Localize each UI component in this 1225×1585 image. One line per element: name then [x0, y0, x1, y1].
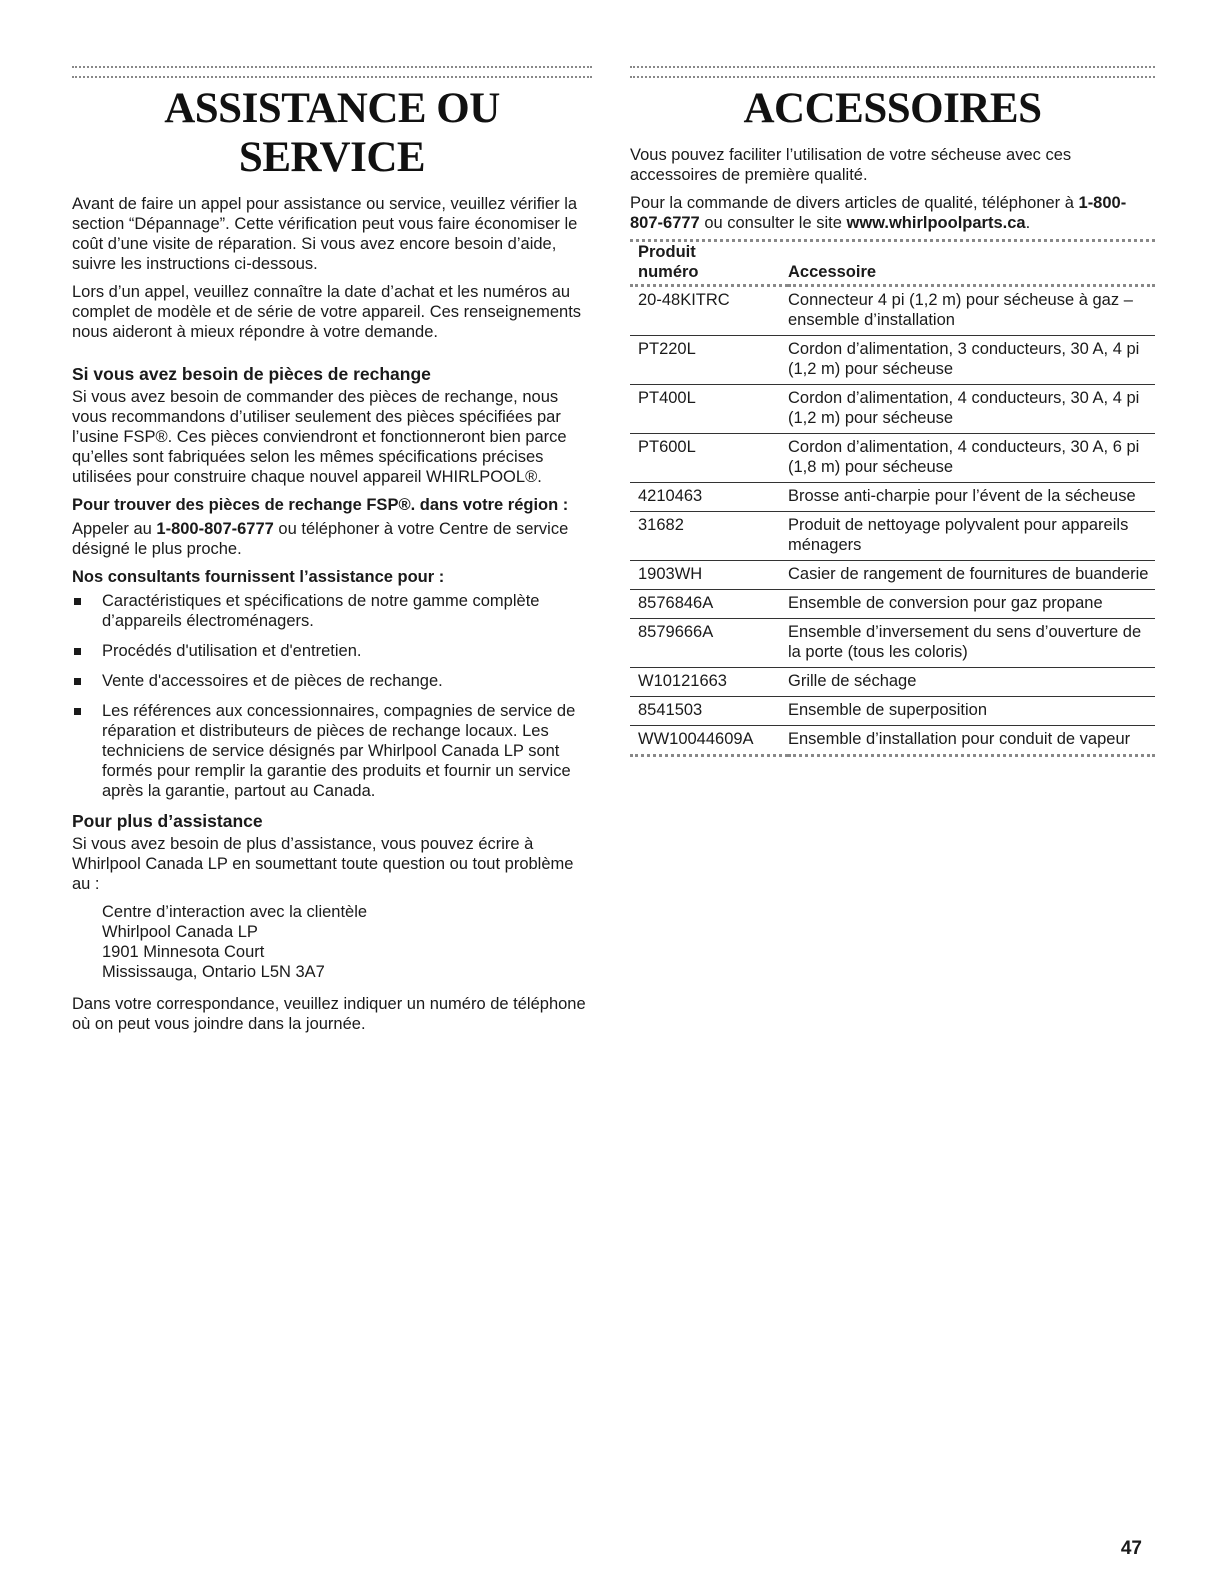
parts-paragraph: Si vous avez besoin de commander des pièces de rechange, nous vous recommandons d’utiliser seulement des pièces spécifiées par l’usine FSP®. Ces pièces conviendront et fonctionneront bien parce qu’elles sont fabriquées selon les mêmes spécifications précises utilisées pour construire chaque nouvel appareil WHIRLPOOL®.: [72, 388, 567, 486]
table-row: [630, 590, 1155, 619]
accessory-cell: Produit de nettoyage polyvalent pour appareils ménagers: [788, 516, 1129, 554]
product-number-cell: W10121663: [638, 672, 727, 690]
accessory-cell: Casier de rangement de fournitures de buanderie: [788, 565, 1149, 583]
product-number-cell: 8576846A: [638, 594, 714, 612]
consultants-list: [72, 591, 592, 801]
list-item: Procédés d'utilisation et d'entretien.: [72, 641, 592, 661]
accessories-title: ACCESSOIRES: [743, 85, 1042, 132]
parts-heading: Si vous avez besoin de pièces de rechange: [72, 364, 431, 384]
accessory-cell: Cordon d’alimentation, 4 conducteurs, 30 A, 4 pi (1,2 m) pour sécheuse: [788, 389, 1140, 427]
accessory-cell: Connecteur 4 pi (1,2 m) pour sécheuse à gaz – ensemble d’installation: [788, 291, 1133, 329]
bullet-icon: [74, 678, 81, 685]
accessories-table: [630, 242, 1155, 757]
bullet-icon: [74, 708, 81, 715]
product-number-cell: 8579666A: [638, 623, 714, 641]
table-row: [630, 512, 1155, 561]
table-row: [630, 434, 1155, 483]
table-row: [630, 668, 1155, 697]
accessory-cell: Ensemble d’installation pour conduit de vapeur: [788, 730, 1131, 748]
table-row: [630, 619, 1155, 668]
table-row: [630, 336, 1155, 385]
address-line: Whirlpool Canada LP: [102, 923, 258, 941]
product-number-cell: PT220L: [638, 340, 696, 358]
accessory-cell: Brosse anti-charpie pour l’évent de la sécheuse: [788, 487, 1136, 505]
more-assistance-paragraph: Si vous avez besoin de plus d’assistance, vous pouvez écrire à Whirlpool Canada LP en soumettant toute question ou tout problème au :: [72, 835, 574, 893]
phone-number: 1-800-807-6777: [156, 520, 274, 538]
column-header-accessory: Accessoire: [788, 263, 877, 281]
address-line: Centre d’interaction avec la clientèle: [102, 903, 368, 921]
list-item: Caractéristiques et spécifications de notre gamme complète d’appareils électroménagers.: [72, 591, 592, 631]
list-item: Les références aux concessionnaires, compagnies de service de réparation et distributeurs de pièces de rechange locaux. Les techniciens de service désignés par Whirlpool Canada LP sont formés pour remplir la garantie des produits et fournir un service après la garantie, partout au Canada.: [72, 701, 592, 801]
closing-paragraph: Dans votre correspondance, veuillez indiquer un numéro de téléphone où on peut vous joindre dans la journée.: [72, 995, 586, 1033]
table-row: [630, 483, 1155, 512]
accessory-cell: Cordon d’alimentation, 3 conducteurs, 30 A, 4 pi (1,2 m) pour sécheuse: [788, 340, 1140, 378]
list-item: Vente d'accessoires et de pièces de rechange.: [72, 671, 592, 691]
table-row: [630, 726, 1155, 756]
page-number: 47: [1120, 1538, 1142, 1559]
find-parts-heading: Pour trouver des pièces de rechange FSP®. dans votre région :: [72, 496, 569, 514]
left-column: [72, 66, 592, 1042]
intro-paragraph-1: Avant de faire un appel pour assistance ou service, veuillez vérifier la section “Dépannage”. Cette vérification peut vous faire économiser le coût d’une visite de réparation. Si vous avez encore besoin d’aide, suivre les instructions ci-dessous.: [72, 195, 578, 273]
table-row: [630, 385, 1155, 434]
accessory-cell: Ensemble de conversion pour gaz propane: [788, 594, 1103, 612]
phone-number: 1-800-807-6777: [630, 194, 1127, 232]
more-assistance-heading: Pour plus d’assistance: [72, 811, 263, 831]
assistance-title: ASSISTANCE OU SERVICE: [164, 85, 500, 181]
right-column: [630, 66, 1155, 757]
accessories-intro-2: Pour la commande de divers articles de qualité, téléphoner à 1-800-807-6777 ou consulter le site www.whirlpoolparts.ca.: [630, 194, 1127, 232]
consultants-heading: Nos consultants fournissent l’assistance pour :: [72, 568, 445, 586]
table-row: [630, 697, 1155, 726]
product-number-cell: 31682: [638, 516, 684, 534]
accessory-cell: Ensemble de superposition: [788, 701, 988, 719]
accessory-cell: Grille de séchage: [788, 672, 917, 690]
product-number-cell: PT400L: [638, 389, 696, 407]
table-row: [630, 286, 1155, 336]
section-rule: [630, 66, 1155, 78]
product-number-cell: 8541503: [638, 701, 703, 719]
accessory-cell: Cordon d’alimentation, 4 conducteurs, 30 A, 6 pi (1,8 m) pour sécheuse: [788, 438, 1140, 476]
table-row: [630, 561, 1155, 590]
mailing-address: [102, 902, 592, 982]
column-header-product-number: Produit numéro: [638, 243, 699, 281]
product-number-cell: WW10044609A: [638, 730, 754, 748]
table-header-row: [630, 242, 1155, 286]
bullet-icon: [74, 598, 81, 605]
accessory-cell: Ensemble d’inversement du sens d’ouverture de la porte (tous les coloris): [788, 623, 1142, 661]
call-paragraph: Appeler au 1-800-807-6777 ou téléphoner à votre Centre de service désigné le plus proche.: [72, 520, 569, 558]
accessories-intro-1: Vous pouvez faciliter l’utilisation de votre sécheuse avec ces accessoires de première qualité.: [630, 146, 1072, 184]
product-number-cell: 20-48KITRC: [638, 291, 730, 309]
product-number-cell: PT600L: [638, 438, 696, 456]
intro-paragraph-2: Lors d’un appel, veuillez connaître la date d’achat et les numéros au complet de modèle et de série de votre appareil. Ces renseignements nous aideront à mieux répondre à votre demande.: [72, 283, 582, 341]
address-line: Mississauga, Ontario L5N 3A7: [102, 963, 325, 981]
address-line: 1901 Minnesota Court: [102, 943, 265, 961]
section-rule: [72, 66, 592, 78]
bullet-icon: [74, 648, 81, 655]
product-number-cell: 4210463: [638, 487, 703, 505]
product-number-cell: 1903WH: [638, 565, 703, 583]
website-link[interactable]: www.whirlpoolparts.ca: [846, 214, 1026, 232]
